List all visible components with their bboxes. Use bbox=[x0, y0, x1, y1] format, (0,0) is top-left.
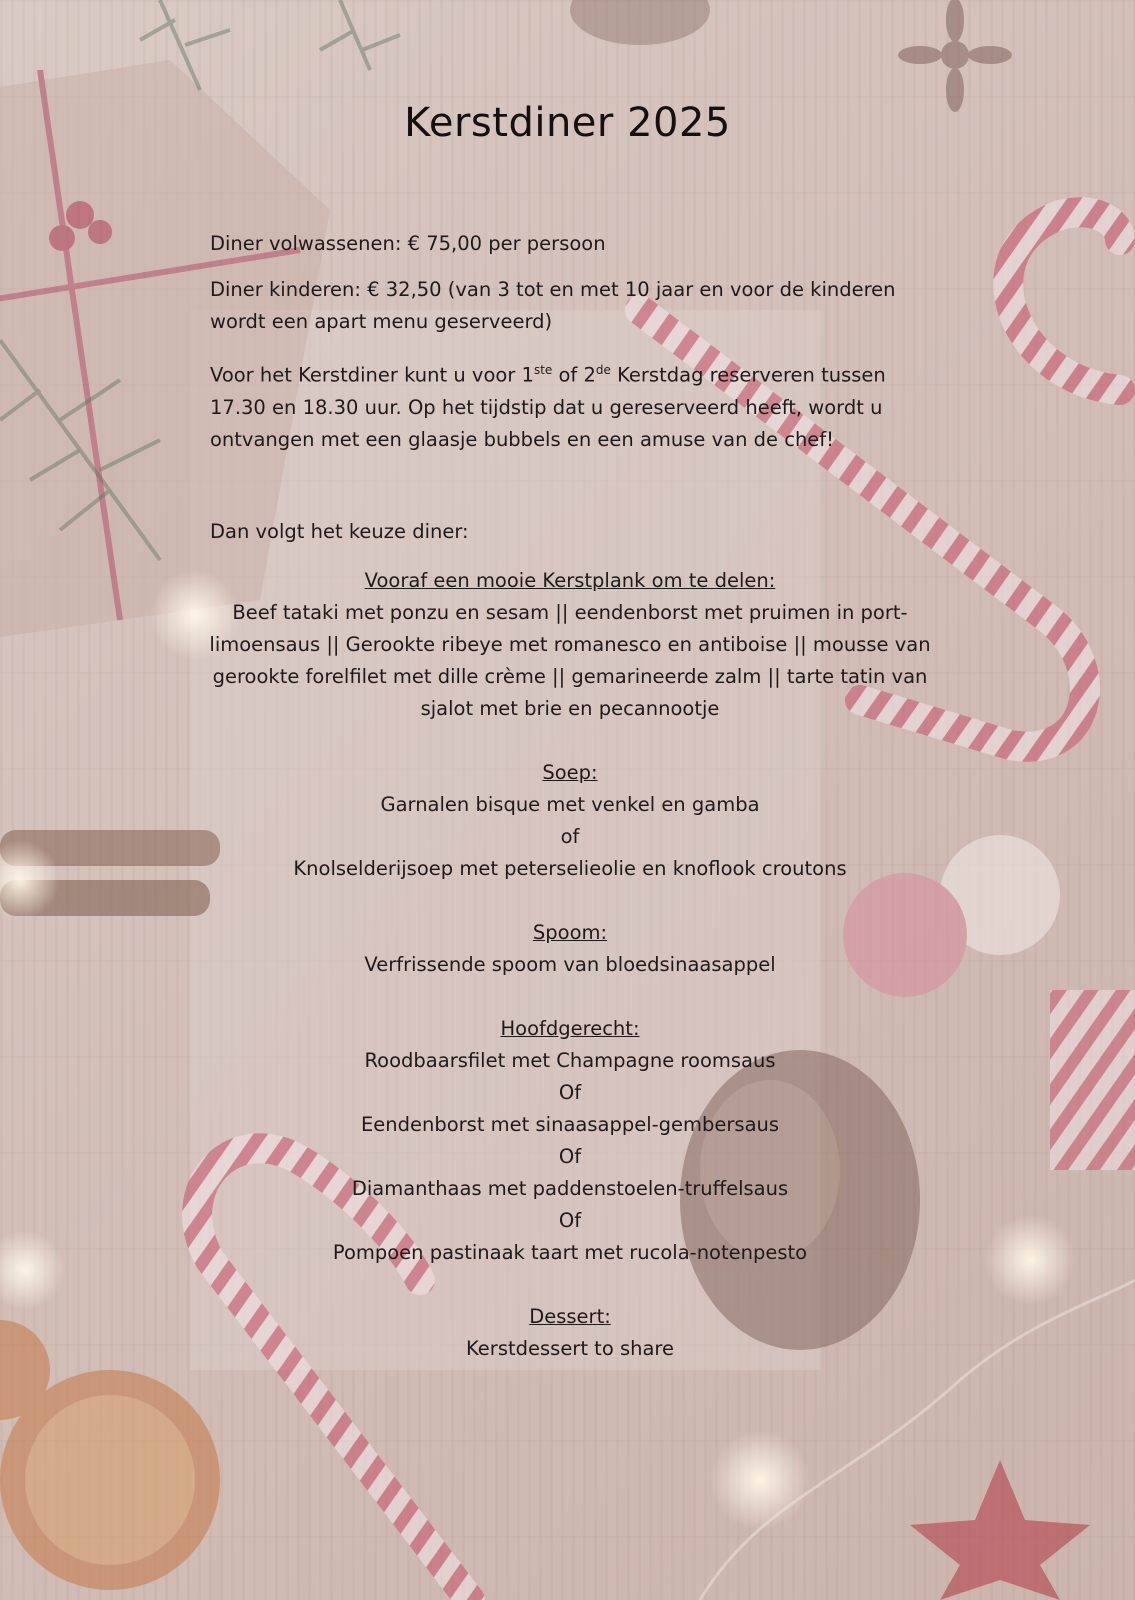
course-heading-dessert: Dessert: bbox=[529, 1305, 611, 1328]
starter-line: Beef tataki met ponzu en sesam || eendenborst met pruimen in port- bbox=[232, 601, 908, 624]
starter-line: limoensaus || Gerookte ribeye met romanesco en antiboise || mousse van bbox=[209, 633, 931, 656]
reservation-text bbox=[210, 354, 910, 456]
reservation-part-1: Voor het Kerstdiner kunt u voor 1 bbox=[210, 363, 534, 387]
course-heading-soup: Soep: bbox=[542, 761, 598, 784]
child-price: Diner kinderen: € 32,50 (van 3 tot en met 10 jaar en voor de kinderen wordt een apart menu geserveerd) bbox=[210, 278, 896, 333]
reservation-part-2: of 2 bbox=[552, 363, 596, 387]
or-separator: Of bbox=[558, 1081, 582, 1104]
dessert-option: Kerstdessert to share bbox=[465, 1337, 675, 1360]
reservation-sup-2: de bbox=[595, 363, 611, 377]
course-soup bbox=[205, 757, 935, 885]
choice-intro: Dan volgt het keuze diner: bbox=[210, 520, 469, 543]
main-option: Pompoen pastinaak taart met rucola-notenpesto bbox=[332, 1241, 808, 1264]
page-title: Kerstdiner 2025 bbox=[404, 100, 731, 146]
soup-option: Garnalen bisque met venkel en gamba bbox=[380, 793, 760, 816]
course-heading-sorbet: Spoom: bbox=[532, 921, 608, 944]
adult-price: Diner volwassenen: € 75,00 per persoon bbox=[210, 232, 606, 255]
sorbet-option: Verfrissende spoom van bloedsinaasappel bbox=[364, 953, 776, 976]
or-separator: Of bbox=[558, 1209, 582, 1232]
course-main bbox=[205, 1013, 935, 1269]
course-heading-starter: Vooraf een mooie Kerstplank om te delen: bbox=[364, 569, 776, 592]
course-heading-main: Hoofdgerecht: bbox=[500, 1017, 640, 1040]
main-option: Eendenborst met sinaasappel-gembersaus bbox=[360, 1113, 780, 1136]
soup-option: Knolselderijsoep met peterselieolie en knoflook croutons bbox=[293, 857, 847, 880]
reservation-part-3: Kerstdag reserveren tussen 17.30 en 18.30 uur. Op het tijdstip dat u gereserveerd heeft, wordt u ontvangen met een glaasje bubbels en een amuse van de chef! bbox=[210, 363, 886, 451]
reservation-sup-1: ste bbox=[533, 363, 553, 377]
starter-line: gerookte forelfilet met dille crème || gemarineerde zalm || tarte tatin van bbox=[212, 665, 928, 688]
or-separator: Of bbox=[558, 1145, 582, 1168]
course-sorbet bbox=[205, 917, 935, 981]
main-option: Roodbaarsfilet met Champagne roomsaus bbox=[364, 1049, 776, 1072]
menu-courses bbox=[205, 565, 935, 1365]
course-dessert bbox=[205, 1301, 935, 1365]
starter-line: sjalot met brie en pecannootje bbox=[420, 697, 720, 720]
or-separator: of bbox=[560, 825, 580, 848]
main-option: Diamanthaas met paddenstoelen-truffelsaus bbox=[351, 1177, 789, 1200]
course-starter bbox=[205, 565, 935, 725]
